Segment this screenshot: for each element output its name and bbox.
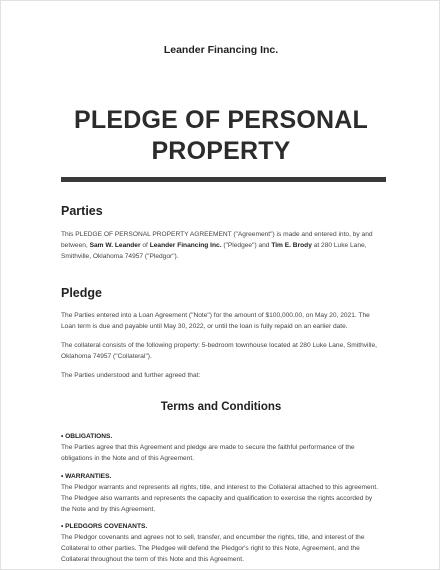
term-text-warranties: The Pledgor warrants and represents all rights, title, and interest to the Collateral attached to this agreement. The Pledgee also warrants and represents the capacity and qualification to exercise the rights accorded by the Note and by this Agreement. — [61, 484, 379, 513]
pledgor-address: at 280 Luke Lane, Smithville, Oklahoma 74957 ("Pledgor"). — [61, 242, 367, 260]
parties-intro: This PLEDGE OF PERSONAL PROPERTY AGREEMENT ("Agreement") is made and entered into, by and between, — [61, 231, 373, 249]
term-title-pledgors-covenants: • PLEDGORS COVENANTS. — [61, 523, 148, 530]
terms-heading: Terms and Conditions — [160, 401, 282, 413]
pledgee-name: Sam W. Leander — [89, 242, 141, 249]
document-title — [41, 105, 401, 167]
term-title-obligations: • OBLIGATIONS. — [61, 433, 113, 440]
title-divider — [61, 177, 386, 182]
term-title-warranties: • WARRANTIES. — [61, 473, 112, 480]
title-line-2: PROPERTY — [151, 137, 291, 165]
pledgee-role: ("Pledgee") and — [221, 242, 272, 249]
term-text-pledgors-covenants: The Pledgor covenants and agrees not to sell, transfer, and encumber the rights, title, and interest of the Collateral to other parties. The Pledgee will defend the Pledgor's right to this Note, Agreement, and the Collateral throughout the term of this Note and this Agreement. — [61, 534, 365, 563]
pledgee-company: Leander Financing Inc. — [149, 242, 222, 249]
term-text-obligations: The Parties agree that this Agreement and pledge are made to secure the faithful performance of the obligations in the Note and of this Agreement. — [61, 444, 355, 462]
parties-of: of — [140, 242, 150, 249]
company-name: Leander Financing Inc. — [163, 44, 279, 56]
pledge-paragraph-1: The Parties entered into a Loan Agreement ("Note") for the amount of $100,000.00, on May 20, 2021. The Loan term is due and payable until May 30, 2022, or until the loan is fully repaid on an earlier date. — [61, 312, 370, 330]
pledge-paragraph-2: The collateral consists of the following property: 5-bedroom townhouse located at 280 Luke Lane, Smithville, Oklahoma 74957 ("Collateral"). — [61, 342, 377, 360]
pledge-paragraph-3: The Parties understood and further agreed that: — [61, 372, 201, 379]
pledgor-name: Tim E. Brody — [271, 242, 312, 249]
parties-heading: Parties — [61, 204, 103, 218]
parties-paragraph — [61, 229, 383, 262]
title-line-1: PLEDGE OF PERSONAL — [74, 106, 368, 134]
pledge-heading: Pledge — [61, 286, 102, 300]
